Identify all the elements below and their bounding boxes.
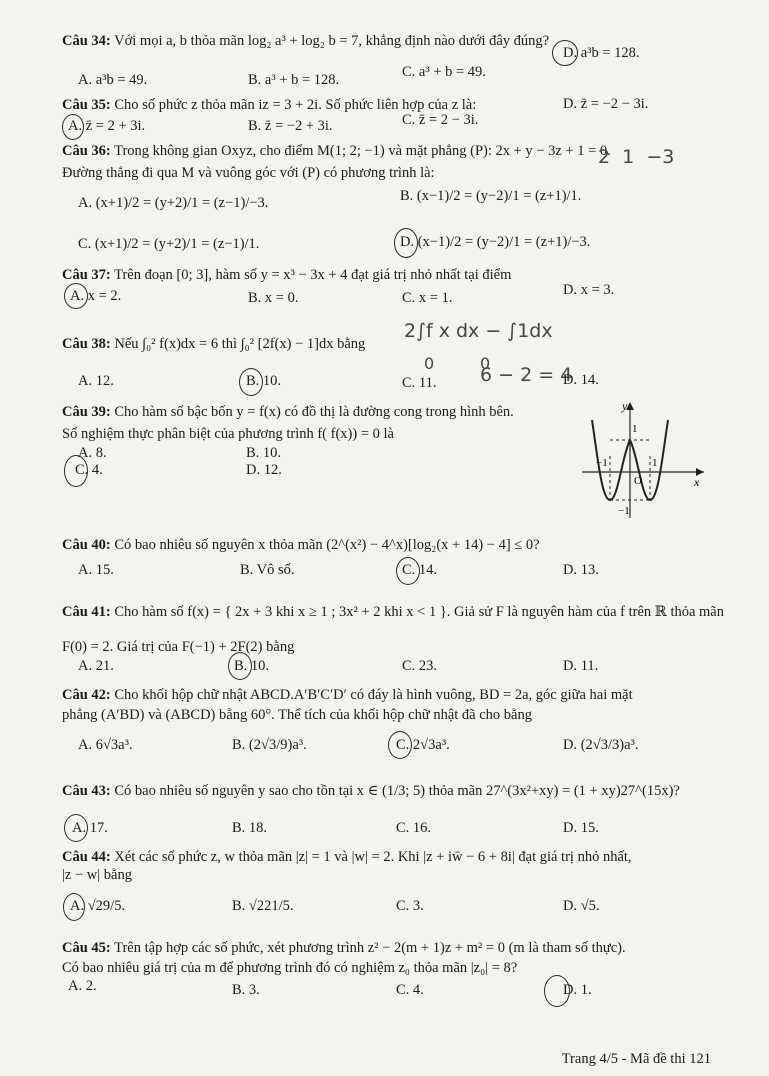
question-text: Với mọi a, b thỏa mãn log₂ a³ + log₂ b = 7, khẳng định nào dưới đây đúng? xyxy=(114,33,550,49)
option-b[interactable]: B. z̄ = −2 + 3i. xyxy=(248,118,333,134)
question-43 xyxy=(62,782,680,801)
x-tick-label: −1 xyxy=(596,457,608,469)
option-b[interactable]: B. √221/5. xyxy=(232,898,294,914)
option-c[interactable]: C. 4. xyxy=(75,462,103,478)
option-b[interactable]: B. 10. xyxy=(234,658,270,674)
option-d[interactable]: D. (x−1)/2 = (y−2)/1 = (z+1)/−3. xyxy=(400,234,591,250)
option-d[interactable]: D. 12. xyxy=(246,462,282,478)
answer-circle xyxy=(239,368,263,396)
question-label: Câu 37: xyxy=(62,267,111,283)
question-text-2: F(0) = 2. Giá trị của F(−1) + 2F(2) bằng xyxy=(62,639,295,655)
option-a[interactable]: A. √29/5. xyxy=(70,898,126,914)
question-text-2: Đường thẳng đi qua M và vuông góc với (P) có phương trình là: xyxy=(62,165,435,181)
x-tick-label: 1 xyxy=(652,457,658,469)
question-40 xyxy=(62,536,540,555)
question-text: Có bao nhiêu số nguyên y sao cho tồn tại x ∈ (1/3; 5) thỏa mãn 27^(3x²+xy) = (1 + xy)27^(15x)? xyxy=(114,783,680,799)
question-text: Xét các số phức z, w thỏa mãn |z| = 1 và |w| = 2. Khi |z + iw̄ − 6 + 8i| đạt giá trị nhỏ nhất, xyxy=(114,849,632,865)
handwritten-note: 2∫f x dx − ∫1dx xyxy=(404,320,553,342)
answer-circle xyxy=(394,228,418,258)
option-c[interactable]: C. x = 1. xyxy=(402,290,453,306)
option-a[interactable]: A. x = 2. xyxy=(70,288,122,304)
handwritten-note: 0 0 xyxy=(424,354,491,373)
answer-circle xyxy=(552,40,578,66)
option-a[interactable]: A. 17. xyxy=(72,820,108,836)
option-d[interactable]: D. z̄ = −2 − 3i. xyxy=(563,96,649,112)
x-label: x xyxy=(694,475,700,489)
origin-label: O xyxy=(634,475,642,487)
y-tick-label: −1 xyxy=(618,505,630,517)
question-34 xyxy=(62,32,549,51)
answer-circle xyxy=(388,731,412,759)
question-42 xyxy=(62,686,633,705)
answer-circle xyxy=(544,975,570,1007)
option-d[interactable]: D. (2√3/3)a³. xyxy=(563,737,639,753)
option-a[interactable]: A. z̄ = 2 + 3i. xyxy=(68,118,146,134)
question-text: Cho hàm số f(x) = { 2x + 3 khi x ≥ 1 ; 3x² + 2 khi x < 1 }. Giả sử F là nguyên hàm của f trên ℝ thỏa mãn xyxy=(114,604,724,620)
y-tick-label: 1 xyxy=(632,423,638,435)
option-c[interactable]: C. 4. xyxy=(396,982,424,998)
option-d[interactable]: D. x = 3. xyxy=(563,282,615,298)
option-b[interactable]: B. 10. xyxy=(246,445,282,461)
answer-circle xyxy=(64,814,88,842)
option-b[interactable]: B. 18. xyxy=(232,820,268,836)
question-label: Câu 41: xyxy=(62,604,111,620)
y-label: y xyxy=(622,400,628,413)
option-c[interactable]: C. (x+1)/2 = (y+2)/1 = (z−1)/1. xyxy=(78,236,260,252)
option-d[interactable]: D. 13. xyxy=(563,562,599,578)
question-text: Trên tập hợp các số phức, xét phương trình z² − 2(m + 1)z + m² = 0 (m là tham số thực). xyxy=(114,940,626,956)
question-text: Cho số phức z thỏa mãn iz = 3 + 2i. Số phức liên hợp của z là: xyxy=(114,97,477,113)
question-label: Câu 35: xyxy=(62,97,111,113)
option-b[interactable]: B. 3. xyxy=(232,982,260,998)
question-text: Trong không gian Oxyz, cho điểm M(1; 2; −1) và mặt phẳng (P): 2x + y − 3z + 1 = 0. xyxy=(114,143,611,159)
question-text-2: Có bao nhiêu giá trị của m để phương trình đó có nghiệm z₀ thỏa mãn |z₀| = 8? xyxy=(62,960,518,976)
option-a[interactable]: A. 8. xyxy=(78,445,107,461)
option-a[interactable]: A. 21. xyxy=(78,658,114,674)
answer-circle xyxy=(64,283,88,309)
option-a[interactable]: A. 12. xyxy=(78,373,114,389)
question-label: Câu 43: xyxy=(62,783,111,799)
option-a[interactable]: A. 2. xyxy=(68,978,97,994)
question-label: Câu 45: xyxy=(62,940,111,956)
handwritten-note: 2 1 −3 xyxy=(598,146,675,168)
answer-circle xyxy=(63,893,85,921)
question-text-2: |z − w| bằng xyxy=(62,867,132,883)
option-d[interactable]: D. 14. xyxy=(563,372,599,388)
option-c[interactable]: C. 16. xyxy=(396,820,432,836)
option-d[interactable]: D. 1. xyxy=(563,982,592,998)
option-d[interactable]: D. 11. xyxy=(563,658,599,674)
question-36 xyxy=(62,142,611,161)
option-c[interactable]: C. a³ + b = 49. xyxy=(402,64,486,80)
option-b[interactable]: B. (2√3/9)a³. xyxy=(232,737,307,753)
question-label: Câu 40: xyxy=(62,537,111,553)
question-label: Câu 38: xyxy=(62,336,111,352)
question-37 xyxy=(62,266,511,285)
option-c[interactable]: C. 3. xyxy=(396,898,424,914)
option-b[interactable]: B. 10. xyxy=(246,373,282,389)
option-a[interactable]: A. 6√3a³. xyxy=(78,737,133,753)
option-c[interactable]: C. 11. xyxy=(402,375,437,391)
handwritten-note: 6 − 2 = 4 xyxy=(480,364,573,386)
answer-circle xyxy=(64,455,88,487)
option-b[interactable]: B. x = 0. xyxy=(248,290,299,306)
question-41 xyxy=(62,603,724,622)
option-a[interactable]: A. a³b = 49. xyxy=(78,72,148,88)
option-c[interactable]: C. 2√3a³. xyxy=(396,737,450,753)
question-39 xyxy=(62,403,514,422)
option-d[interactable]: D. 15. xyxy=(563,820,599,836)
question-text: Nếu ∫₀² f(x)dx = 6 thì ∫₀² [2f(x) − 1]dx bằng xyxy=(114,336,366,352)
option-a[interactable]: A. (x+1)/2 = (y+2)/1 = (z−1)/−3. xyxy=(78,195,269,211)
question-text-2: phẳng (A′BD) và (ABCD) bằng 60°. Thể tích của khối hộp chữ nhật đã cho bằng xyxy=(62,707,532,723)
question-text: Có bao nhiêu số nguyên x thỏa mãn (2^(x²) − 4^x)[log₂(x + 14) − 4] ≤ 0? xyxy=(114,537,540,553)
answer-circle xyxy=(396,557,420,585)
option-d[interactable]: D. √5. xyxy=(563,898,600,914)
question-44 xyxy=(62,848,632,867)
question-label: Câu 39: xyxy=(62,404,111,420)
option-b[interactable]: B. Vô số. xyxy=(240,562,295,578)
question-label: Câu 42: xyxy=(62,687,111,703)
question-38 xyxy=(62,335,365,354)
question-text-2: Số nghiệm thực phân biệt của phương trình f( f(x)) = 0 là xyxy=(62,426,394,442)
question-label: Câu 44: xyxy=(62,849,111,865)
question-label: Câu 36: xyxy=(62,143,111,159)
option-b[interactable]: B. a³ + b = 128. xyxy=(248,72,340,88)
option-c[interactable]: C. 14. xyxy=(402,562,438,578)
option-d[interactable]: D. a³b = 128. xyxy=(563,45,640,61)
option-a[interactable]: A. 15. xyxy=(78,562,114,578)
question-label: Câu 34: xyxy=(62,33,111,49)
answer-circle xyxy=(228,652,252,680)
question-text: Cho hàm số bậc bốn y = f(x) có đồ thị là đường cong trong hình bên. xyxy=(114,404,514,420)
option-c[interactable]: C. z̄ = 2 − 3i. xyxy=(402,112,479,128)
question-text: Trên đoạn [0; 3], hàm số y = x³ − 3x + 4 đạt giá trị nhỏ nhất tại điểm xyxy=(114,267,512,283)
question-45 xyxy=(62,939,626,958)
page-footer: Trang 4/5 - Mã đề thi 121 xyxy=(561,1051,711,1067)
option-c[interactable]: C. 23. xyxy=(402,658,438,674)
question-text: Cho khối hộp chữ nhật ABCD.A′B′C′D′ có đáy là hình vuông, BD = 2a, góc giữa hai mặt xyxy=(114,687,633,703)
option-b[interactable]: B. (x−1)/2 = (y−2)/1 = (z+1)/1. xyxy=(400,188,582,204)
answer-circle xyxy=(62,114,84,140)
function-graph xyxy=(582,400,707,520)
